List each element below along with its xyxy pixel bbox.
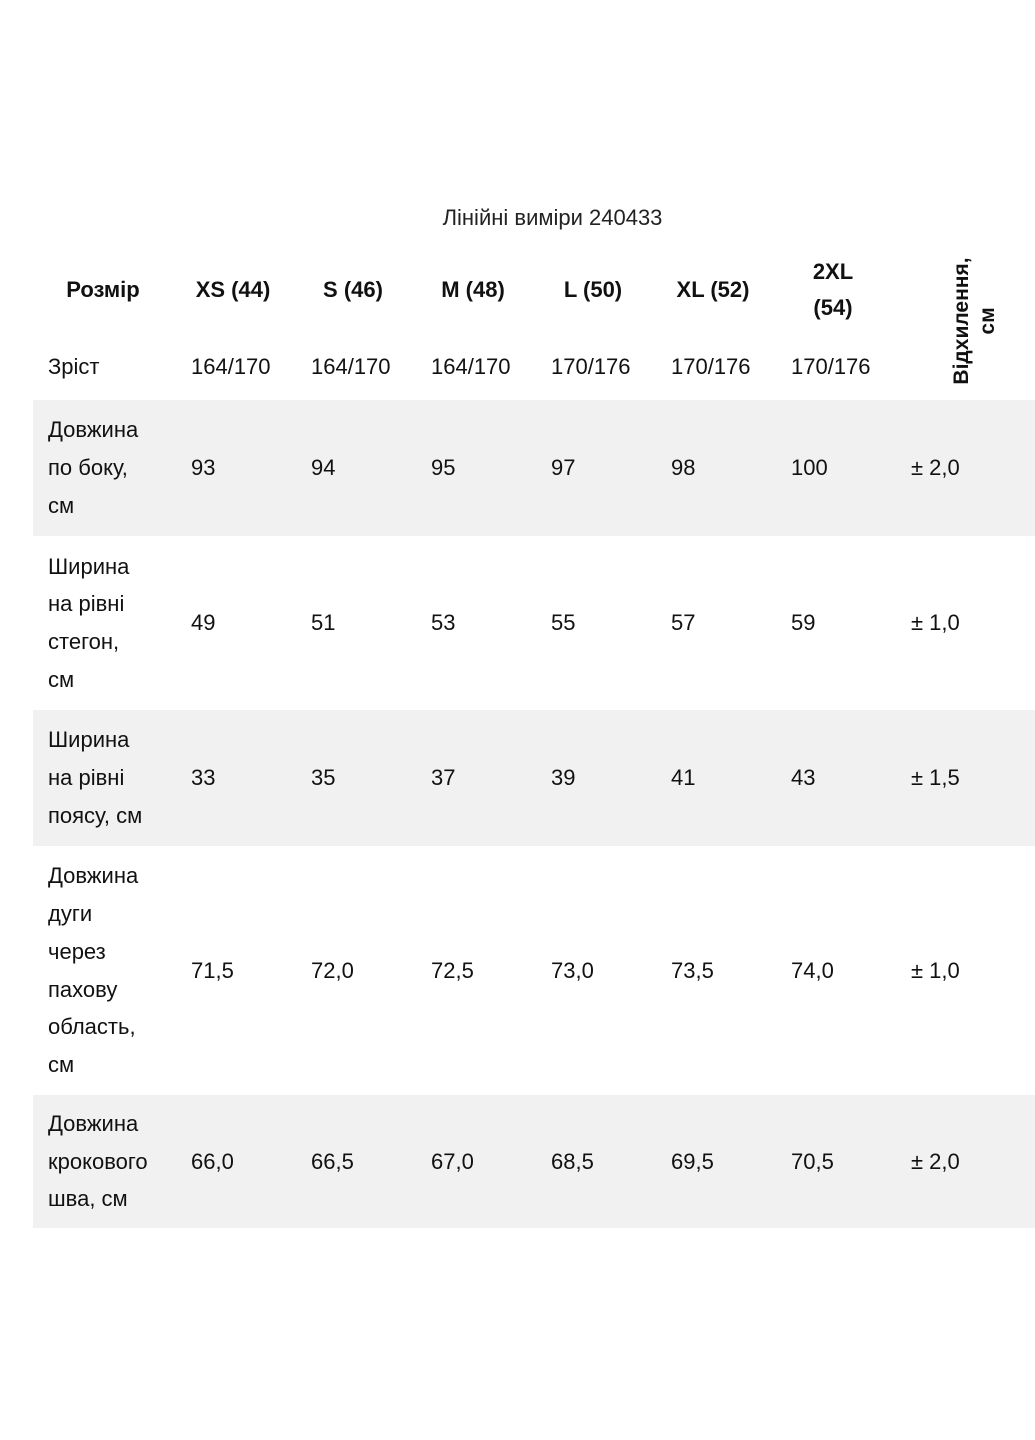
cell-m: 37 [431,765,456,790]
row-label: Довжина по боку, см [48,417,139,518]
table-row [33,1095,1035,1228]
cell-l: 39 [551,765,576,790]
cell-l: 68,5 [551,1148,594,1174]
cell-m: 67,0 [431,1148,474,1174]
header-size-2xl: 2XL (54) [812,259,854,320]
cell-deviation: ± 2,0 [911,1148,960,1174]
header-size-xs: XS (44) [195,277,271,302]
cell-2xl: 59 [791,610,816,635]
header-size-label: Розмір [66,277,140,302]
cell-deviation: ± 1,0 [911,957,960,983]
cell-m: 72,5 [431,957,474,983]
cell-deviation: ± 1,0 [911,610,960,635]
table-row [33,710,1035,846]
height-row-label: Зріст [48,354,100,379]
cell-m: 53 [431,610,456,635]
table-row [33,846,1035,1095]
cell-xl: 98 [671,455,696,480]
header-size-s: S (46) [323,277,383,302]
cell-s: 35 [311,765,336,790]
cell-xs: 71,5 [191,957,234,983]
cell-xs: 49 [191,610,216,635]
height-2xl: 170/176 [791,354,871,379]
cell-l: 55 [551,610,576,635]
row-label: Ширина на рівні стегон, см [48,553,130,692]
cell-2xl: 70,5 [791,1148,834,1174]
header-size-xl: XL (52) [676,277,750,302]
cell-2xl: 74,0 [791,957,834,983]
row-label: Довжина дуги через пахову область, см [48,863,139,1077]
cell-s: 51 [311,610,336,635]
cell-s: 72,0 [311,957,354,983]
cell-xl: 69,5 [671,1148,714,1174]
cell-l: 97 [551,455,576,480]
cell-xl: 73,5 [671,957,714,983]
height-row [33,346,1035,388]
table-title: Лінійні виміри 240433 [442,205,663,230]
cell-s: 94 [311,455,336,480]
cell-m: 95 [431,455,456,480]
cell-xl: 41 [671,765,696,790]
cell-xl: 57 [671,610,696,635]
cell-l: 73,0 [551,957,594,983]
cell-xs: 93 [191,455,216,480]
height-xs: 164/170 [191,354,271,379]
cell-2xl: 43 [791,765,816,790]
header-size-l: L (50) [563,277,623,302]
cell-xs: 33 [191,765,216,790]
cell-xs: 66,0 [191,1148,234,1174]
cell-deviation: ± 1,5 [911,765,960,790]
table-row [33,400,1035,536]
height-m: 164/170 [431,354,511,379]
row-label: Довжина крокового шва, см [48,1110,148,1212]
cell-s: 66,5 [311,1148,354,1174]
height-l: 170/176 [551,354,631,379]
header-deviation-label: Відхилення, см [950,257,999,385]
row-label: Ширина на рівні поясу, см [48,727,143,828]
height-s: 164/170 [311,354,391,379]
cell-2xl: 100 [791,455,828,480]
table-row [33,536,1035,710]
height-xl: 170/176 [671,354,751,379]
header-size-m: M (48) [441,277,505,302]
cell-deviation: ± 2,0 [911,455,960,480]
table-header-row [33,252,1035,328]
